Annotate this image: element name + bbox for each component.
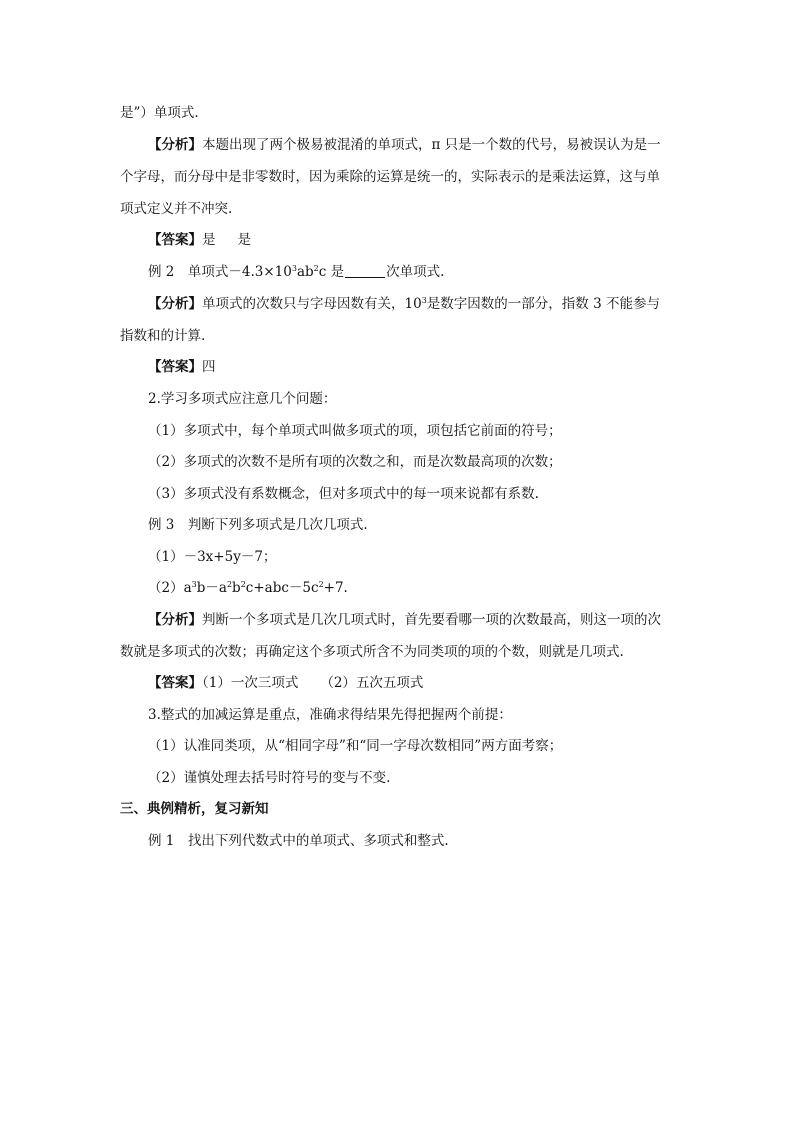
analysis-paragraph: 【分析】本题出现了两个极易被混淆的单项式，π 只是一个数的代号，易被误认为是一	[148, 137, 661, 153]
analysis-label: 【分析】	[148, 137, 202, 153]
section-heading: 三、典例精析，复习新知	[120, 801, 269, 817]
analysis-label: 【分析】	[148, 612, 202, 628]
example-3-title: 例 3 判断下列多项式是几次几项式.	[148, 517, 368, 533]
answer-label: 【答案】	[148, 359, 202, 375]
list-item: （2）谨慎处理去括号时符号的变与不变.	[148, 770, 391, 786]
section-point-3-title: 3.整式的加减运算是重点，准确求得结果先得把握两个前提：	[148, 707, 512, 723]
list-item: （1）认准同类项，从“相同字母”和“同一字母次数相同”两方面考察；	[148, 738, 563, 754]
text-line: 项式定义并不冲突.	[120, 201, 233, 217]
analysis-paragraph: 【分析】单项式的次数只与字母因数有关，$10^3$是数字因数的一部分，指数 3 不能参与	[148, 296, 660, 312]
analysis-paragraph: 【分析】判断一个多项式是几次几项式时，首先要看哪一项的次数最高，则这一项的次	[148, 612, 661, 628]
text-line: 是”）单项式.	[120, 105, 199, 121]
analysis-label: 【分析】	[148, 296, 202, 312]
section-point-2-title: 2.学习多项式应注意几个问题：	[148, 391, 337, 407]
list-item: （3）多项式没有系数概念，但对多项式中的每一项来说都有系数.	[148, 486, 539, 502]
answer-line: 【答案】是 是	[148, 232, 251, 248]
example-3-question-1: （1）－3x+5y－7；	[148, 549, 277, 565]
answer-line: 【答案】（1）一次三项式 （2）五次五项式	[148, 675, 424, 691]
answer-line: 【答案】四	[148, 359, 216, 375]
answer-label: 【答案】	[148, 675, 202, 691]
example-1-title: 例 1 找出下列代数式中的单项式、多项式和整式.	[148, 833, 449, 849]
example-3-question-2: $(2)a^3b-a^2b^2c+abc-5c^2+7$.	[148, 580, 348, 596]
text-line: 数就是多项式的次数；再确定这个多项式所含不为同类项的项的个数，则就是几项式.	[120, 644, 624, 660]
text-line: 个字母，而分母中是非零数时，因为乘除的运算是统一的，实际表示的是乘法运算，这与单	[120, 169, 660, 185]
list-item: （1）多项式中，每个单项式叫做多项式的项，项包括它前面的符号；	[148, 423, 562, 439]
example-2-question: 例 2 单项式$-4.3\times 10^3ab^2c$ 是 次单项式.	[148, 264, 445, 280]
answer-blank	[345, 265, 385, 278]
text-line: 指数和的计算.	[120, 328, 206, 344]
list-item: （2）多项式的次数不是所有项的次数之和，而是次数最高项的次数；	[148, 454, 562, 470]
answer-label: 【答案】	[148, 232, 202, 248]
